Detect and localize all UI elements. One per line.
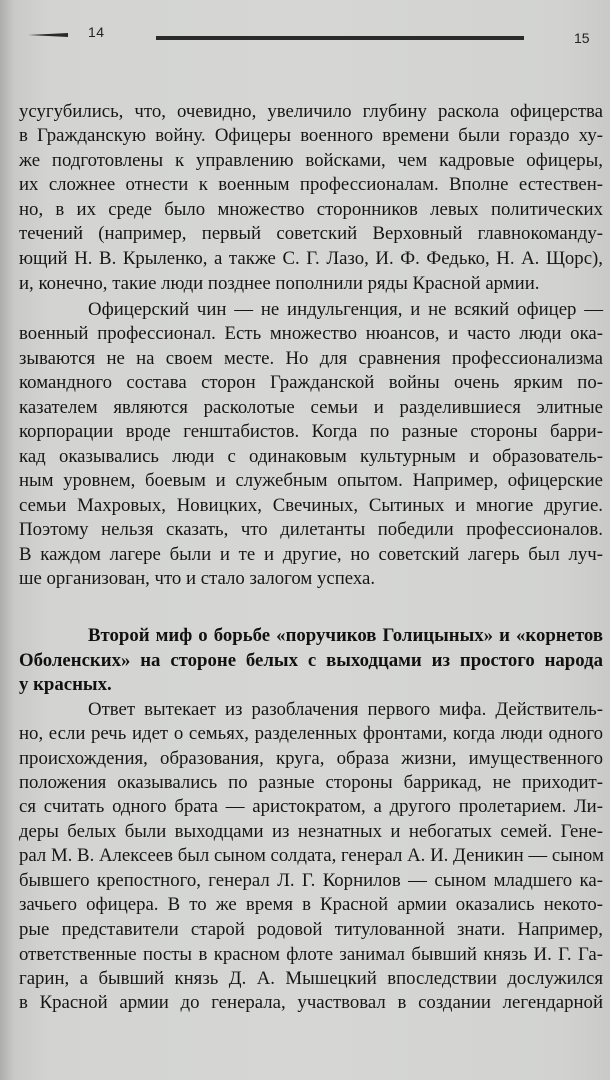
text-line: в Гражданскую войну. Офицеры военного времени были гораздо ху- [19,125,603,146]
text-line: течений (например, первый советский Верховный главнокоманду- [19,223,603,244]
text-line: военный профессионал. Есть множество нюансов, и часто люди ока- [19,323,603,344]
text-line: усугубились, что, очевидно, увеличило глубину раскола офицерства [19,101,603,122]
text-line: гарин, а бывший князь Д. А. Мышецкий впоследствии дослужился [19,968,603,989]
text-line: ющий Н. В. Крыленко, а также С. Г. Лазо, И. Ф. Федько, Н. А. Щорс), [19,248,603,269]
text-line: кад оказывались люди с одинаковым культурным и образователь- [19,446,603,467]
header-rule-left [28,33,68,37]
text-line: положения оказывались по разные стороны баррикад, не приходит- [19,772,603,793]
text-line: их сложнее отнести к военным профессионалам. Вполне естествен- [19,174,603,195]
text-line: В каждом лагере были и те и другие, но советский лагерь был луч- [19,544,603,565]
text-line: бывшего крепостного, генерал Л. Г. Корнилов — сыном младшего ка- [19,870,603,891]
header-rule-right [156,36,524,40]
text-line: зачьего офицера. В то же время в Красной армии оказались некото- [19,894,603,915]
section-heading-line: Оболенских» на стороне белых с выходцами из простого народа [19,650,603,671]
spine-shadow [0,0,14,1080]
text-line: деры белых были выходцами из незнатных и небогатых семей. Гене- [19,821,603,842]
text-line: происхождения, образования, круга, образа жизни, имущественного [19,748,603,769]
text-line: но, если речь идет о семьях, разделенных фронтами, когда люди одного [19,723,603,744]
text-line: рал М. В. Алексеев был сыном солдата, генерал А. И. Деникин — сыном [19,845,604,866]
text-line: в Красной армии до генерала, участвовал в создании легендарной [19,992,603,1013]
text-line: ным уровнем, боевым и служебным опытом. Например, офицерские [19,470,603,491]
text-line: и, конечно, такие люди позднее пополнили ряды Красной армии. [19,273,540,294]
text-line: командного состава сторон Гражданской войны очень ярким по- [19,372,603,393]
text-line: зываются не на своем месте. Но для сравнения профессионализма [19,348,603,369]
section-heading-line: у красных. [19,674,112,695]
text-line: ся считать одного брата — аристократом, а другого пролетарием. Ли- [19,796,603,817]
text-line: Офицерский чин — не индульгенция, и не всякий офицер — [88,299,603,320]
text-line: ответственные посты в красном флоте занимал бывший князь И. Г. Га- [19,944,603,965]
left-page-number: 14 [88,24,105,40]
text-line: семьи Махровых, Новицких, Свечиных, Сытиных и многие другие. [19,495,603,516]
text-line: же подготовлены к управлению войсками, чем кадровые офицеры, [19,150,603,171]
text-line: но, в их среде было множество сторонников левых политических [19,199,603,220]
text-line: Ответ вытекает из разоблачения первого мифа. Действитель- [88,699,603,720]
section-heading-line: Второй миф о борьбе «поручиков Голицыных» и «корнетов [88,625,603,646]
text-line: Поэтому нельзя сказать, что дилетанты победили профессионалов. [19,519,603,540]
right-page-number: 15 [574,30,590,46]
running-header [0,22,610,50]
text-line: корпорации вроде генштабистов. Когда по разные стороны барри- [19,421,603,442]
text-line: ше организован, что и стало залогом успеха. [19,568,376,589]
text-line: казателем являются расколотые семьи и разделившиеся элитные [19,397,603,418]
text-line: рые представители старой родовой титулованной знати. Например, [19,919,603,940]
